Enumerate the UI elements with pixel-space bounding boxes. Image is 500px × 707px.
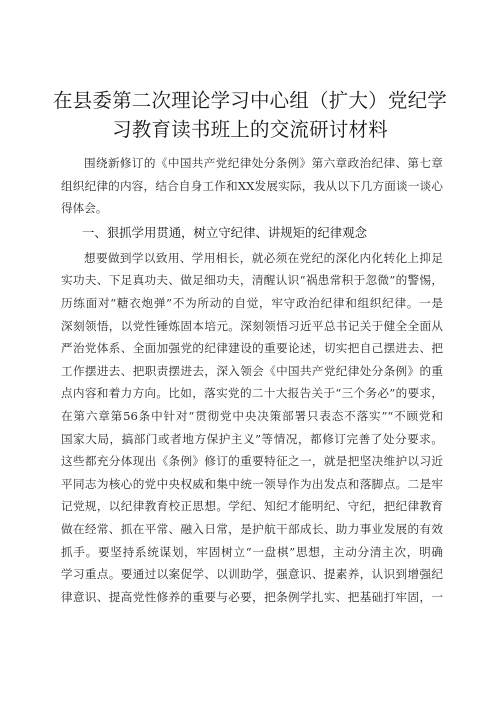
paragraph-line: 平同志为核心的党中央权威和集中统一领导作为出发点和落脚点。二是牢: [61, 476, 443, 491]
paragraph-line: 抓手。要坚持系统谋划，牢固树立“一盘棋”思想，主动分清主次，明确: [61, 544, 443, 559]
paragraph-line: 严治党体系、全面加强党的纪律建设的重要论述，切实把自己摆进去、把: [61, 341, 443, 356]
intro-line: 组织纪律的内容，结合自身工作和XX发展实际，我从以下几方面谈一谈心: [61, 178, 443, 193]
document-body: [61, 152, 443, 608]
paragraph-line: 学习重点。要通过以案促学、以训助学，强意识、提素养，认识到增强纪: [61, 567, 443, 582]
paragraph-line: 这些都充分体现出《条例》修订的重要特征之一，就是把坚决维护以习近: [61, 454, 443, 469]
title-line-1: 在县委第二次理论学习中心组（扩大）党纪学: [52, 89, 447, 112]
paragraph-line: 在第六章第56条中针对“贯彻党中央决策部署只表态不落实”“不顾党和: [61, 408, 443, 423]
paragraph-line: 律意识、提高党性修养的重要与必要，把条例学扎实、把基础打牢固，一: [61, 589, 443, 604]
paragraph-line: 实功夫、下足真功夫、做足细功夫，清醒认识“祸患常积于忽微”的警惕，: [61, 273, 443, 288]
paragraph-line: 做在经常、抓在平常、融入日常，是护航干部成长、助力事业发展的有效: [61, 521, 443, 536]
document-title: [40, 86, 460, 144]
paragraph-line: 点内容和着力方向。比如，落实党的二十大报告关于“三个务必”的要求，: [61, 386, 443, 401]
paragraph-line: 想要做到学以致用、学用相长，就必须在党纪的深化内化转化上抑足: [84, 250, 443, 265]
section-paragraph: [61, 247, 443, 609]
paragraph-line: 深刻领悟，以党性锤炼固本培元。深刻领悟习近平总书记关于健全全面从: [61, 318, 443, 333]
paragraph-line: 工作摆进去、把职责摆进去，深入领会《中国共产党纪律处分条例》的重: [61, 363, 443, 378]
section-heading: 一、狠抓学用贯通，树立守纪律、讲规矩的纪律观念: [82, 224, 367, 240]
paragraph-line: 历练面对“糖衣炮弹”不为所动的自觉，牢守政治纪律和组织纪律。一是: [61, 295, 443, 310]
intro-line: 围绕新修订的《中国共产党纪律处分条例》第六章政治纪律、第七章: [84, 156, 443, 170]
paragraph-line: 记党规，以纪律教育校正思想。学纪、知纪才能明纪、守纪，把纪律教育: [61, 499, 443, 514]
intro-paragraph: [61, 152, 443, 220]
intro-line: 得体会。: [61, 201, 108, 216]
paragraph-line: 国家大局，搞部门或者地方保护主义”等情况，都修订完善了处分要求。: [61, 431, 443, 446]
title-line-2: 习教育读书班上的交流研讨材料: [112, 118, 388, 141]
